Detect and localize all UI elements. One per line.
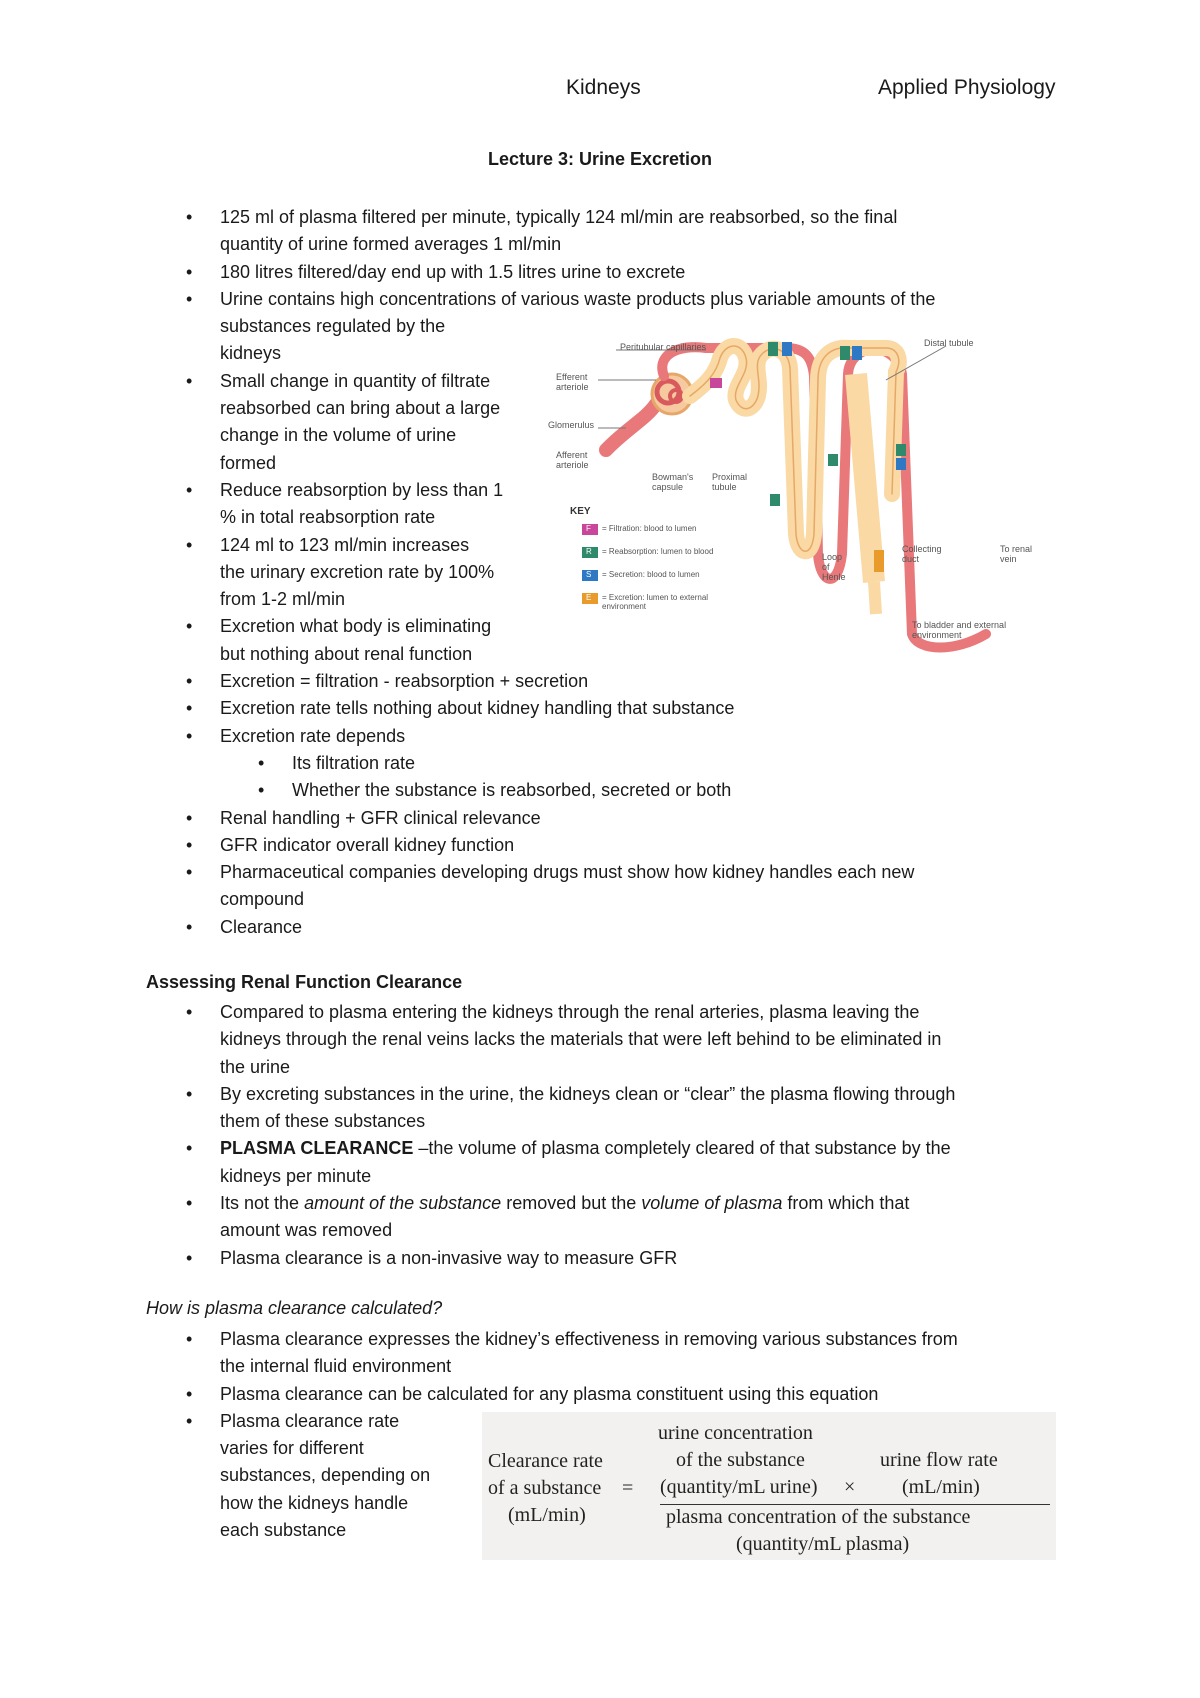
key-filtration: = Filtration: blood to lumen [602, 524, 697, 533]
key-letter-r: R [586, 547, 592, 556]
eq-lhs-3: (mL/min) [508, 1504, 586, 1526]
list-item: • Plasma clearance expresses the kidney’s effectiveness in removing various substances from [186, 1326, 1086, 1353]
list-item-continuation: the urinary excretion rate by 100% [220, 561, 495, 582]
list-item-continuation: the urine [220, 1056, 291, 1077]
eq-num-3: (quantity/mL urine) [660, 1476, 818, 1498]
list-item: • GFR indicator overall kidney function [186, 832, 1086, 859]
list-subitem: • Its filtration rate [186, 750, 1086, 777]
key-letter-e: E [586, 593, 592, 602]
list-item: • 180 litres filtered/day end up with 1.5 litres urine to excrete [186, 259, 1086, 286]
eq-den-1: plasma concentration of the substance [666, 1506, 971, 1528]
key-letter-f: F [586, 524, 591, 533]
label-collecting: Collecting duct [902, 544, 942, 564]
bullet-list-clearance [186, 999, 1086, 1272]
label-renal-vein: To renal vein [1000, 544, 1033, 564]
list-item: • 124 ml to 123 ml/min increases [186, 532, 1086, 559]
list-item: • Compared to plasma entering the kidneys through the renal arteries, plasma leaving the [186, 999, 1086, 1026]
eq-num-2: of the substance [676, 1449, 805, 1471]
list-item: • Plasma clearance is a non-invasive way to measure GFR [186, 1245, 1086, 1272]
list-item-continuation: substances, depending on [220, 1465, 431, 1486]
eq-num-1: urine concentration [658, 1422, 813, 1444]
section-heading-calculation: How is plasma clearance calculated? [146, 1298, 443, 1318]
label-glomerulus: Glomerulus [548, 420, 595, 430]
list-item: • Excretion = filtration - reabsorption + secretion [186, 668, 1086, 695]
list-item: • Excretion what body is eliminating [186, 613, 1086, 640]
eq-equals: = [622, 1477, 634, 1499]
list-item-continuation: change in the volume of urine [220, 425, 457, 446]
list-item: • Pharmaceutical companies developing drugs must show how kidney handles each new [186, 859, 1086, 886]
list-item-continuation: formed [220, 452, 277, 473]
label-distal: Distal tubule [924, 338, 974, 348]
list-item-continuation: kidneys [220, 343, 282, 364]
section-heading-clearance: Assessing Renal Function Clearance [146, 972, 463, 992]
page-title: Lecture 3: Urine Excretion [487, 149, 713, 169]
eq-lhs-1: Clearance rate [488, 1450, 603, 1472]
term-plasma-clearance: PLASMA CLEARANCE [220, 1138, 414, 1159]
list-item: • By excreting substances in the urine, the kidneys clean or “clear” the plasma flowing through [186, 1081, 1086, 1108]
list-item: • Plasma clearance rate [186, 1408, 1086, 1435]
list-item-continuation: but nothing about renal function [220, 643, 473, 664]
list-item-continuation: from 1-2 ml/min [220, 589, 346, 610]
list-item-continuation: varies for different [220, 1438, 364, 1459]
list-item: • PLASMA CLEARANCE –the volume of plasma completely cleared of that substance by the [186, 1135, 1086, 1162]
nephron-diagram [548, 334, 1046, 654]
list-item: • Plasma clearance can be calculated for any plasma constituent using this equation [186, 1381, 1086, 1408]
key-excretion: = Excretion: lumen to external environment [602, 593, 709, 611]
list-item: • Urine contains high concentrations of various waste products plus variable amounts of the [186, 286, 1086, 313]
label-bladder: To bladder and external environment [912, 620, 1007, 640]
label-peritubular: Peritubular capillaries [620, 342, 707, 352]
label-loop: Loop of Henle [822, 552, 846, 582]
key-reabsorption: = Reabsorption: lumen to blood [602, 547, 714, 556]
list-item-continuation: substances regulated by the [220, 316, 446, 337]
list-item-continuation: kidneys per minute [220, 1165, 372, 1186]
list-item: • Clearance [186, 914, 1086, 941]
key-title: KEY [570, 506, 591, 517]
label-bowman: Bowman's capsule [652, 472, 694, 492]
list-item-continuation: kidneys through the renal veins lacks the materials that were left behind to be eliminated in [220, 1029, 942, 1050]
key-letter-s: S [586, 570, 592, 579]
eq-lhs-2: of a substance [488, 1477, 602, 1499]
header-topic: Kidneys [566, 76, 641, 99]
list-item: • 125 ml of plasma filtered per minute, typically 124 ml/min are reabsorbed, so the final [186, 204, 1086, 231]
eq-flow-1: urine flow rate [880, 1449, 998, 1471]
list-item-continuation: them of these substances [220, 1111, 426, 1132]
list-item-continuation: how the kidneys handle [220, 1492, 409, 1513]
list-item: • Excretion rate depends [186, 723, 1086, 750]
excretion-marker [874, 550, 884, 572]
eq-den-2: (quantity/mL plasma) [736, 1533, 910, 1555]
list-item: • Small change in quantity of filtrate [186, 368, 1086, 395]
eq-times: × [844, 1476, 856, 1498]
list-item-continuation: each substance [220, 1520, 347, 1541]
list-item: • Excretion rate tells nothing about kidney handling that substance [186, 695, 1086, 722]
header-subject: Applied Physiology [878, 76, 1056, 99]
key-secretion: = Secretion: blood to lumen [602, 570, 700, 579]
eq-fraction-bar [660, 1504, 1050, 1505]
label-proximal: Proximal tubule [712, 472, 748, 492]
list-item-continuation: quantity of urine formed averages 1 ml/min [220, 234, 562, 255]
label-efferent: Efferent arteriole [556, 372, 589, 392]
eq-flow-2: (mL/min) [902, 1476, 980, 1498]
list-item: • Its not the amount of the substance removed but the volume of plasma from which that [186, 1190, 1086, 1217]
list-item-continuation: reabsorbed can bring about a large [220, 398, 501, 419]
clearance-equation [482, 1412, 1056, 1560]
list-item-continuation: the internal fluid environment [220, 1356, 452, 1377]
list-item: • Renal handling + GFR clinical relevance [186, 805, 1086, 832]
label-afferent: Afferent arteriole [556, 450, 589, 470]
list-item: • Reduce reabsorption by less than 1 [186, 477, 1086, 504]
list-item-continuation: compound [220, 889, 305, 910]
list-item-continuation: amount was removed [220, 1220, 393, 1241]
list-subitem: • Whether the substance is reabsorbed, secreted or both [186, 777, 1086, 804]
list-item-continuation: % in total reabsorption rate [220, 507, 436, 528]
